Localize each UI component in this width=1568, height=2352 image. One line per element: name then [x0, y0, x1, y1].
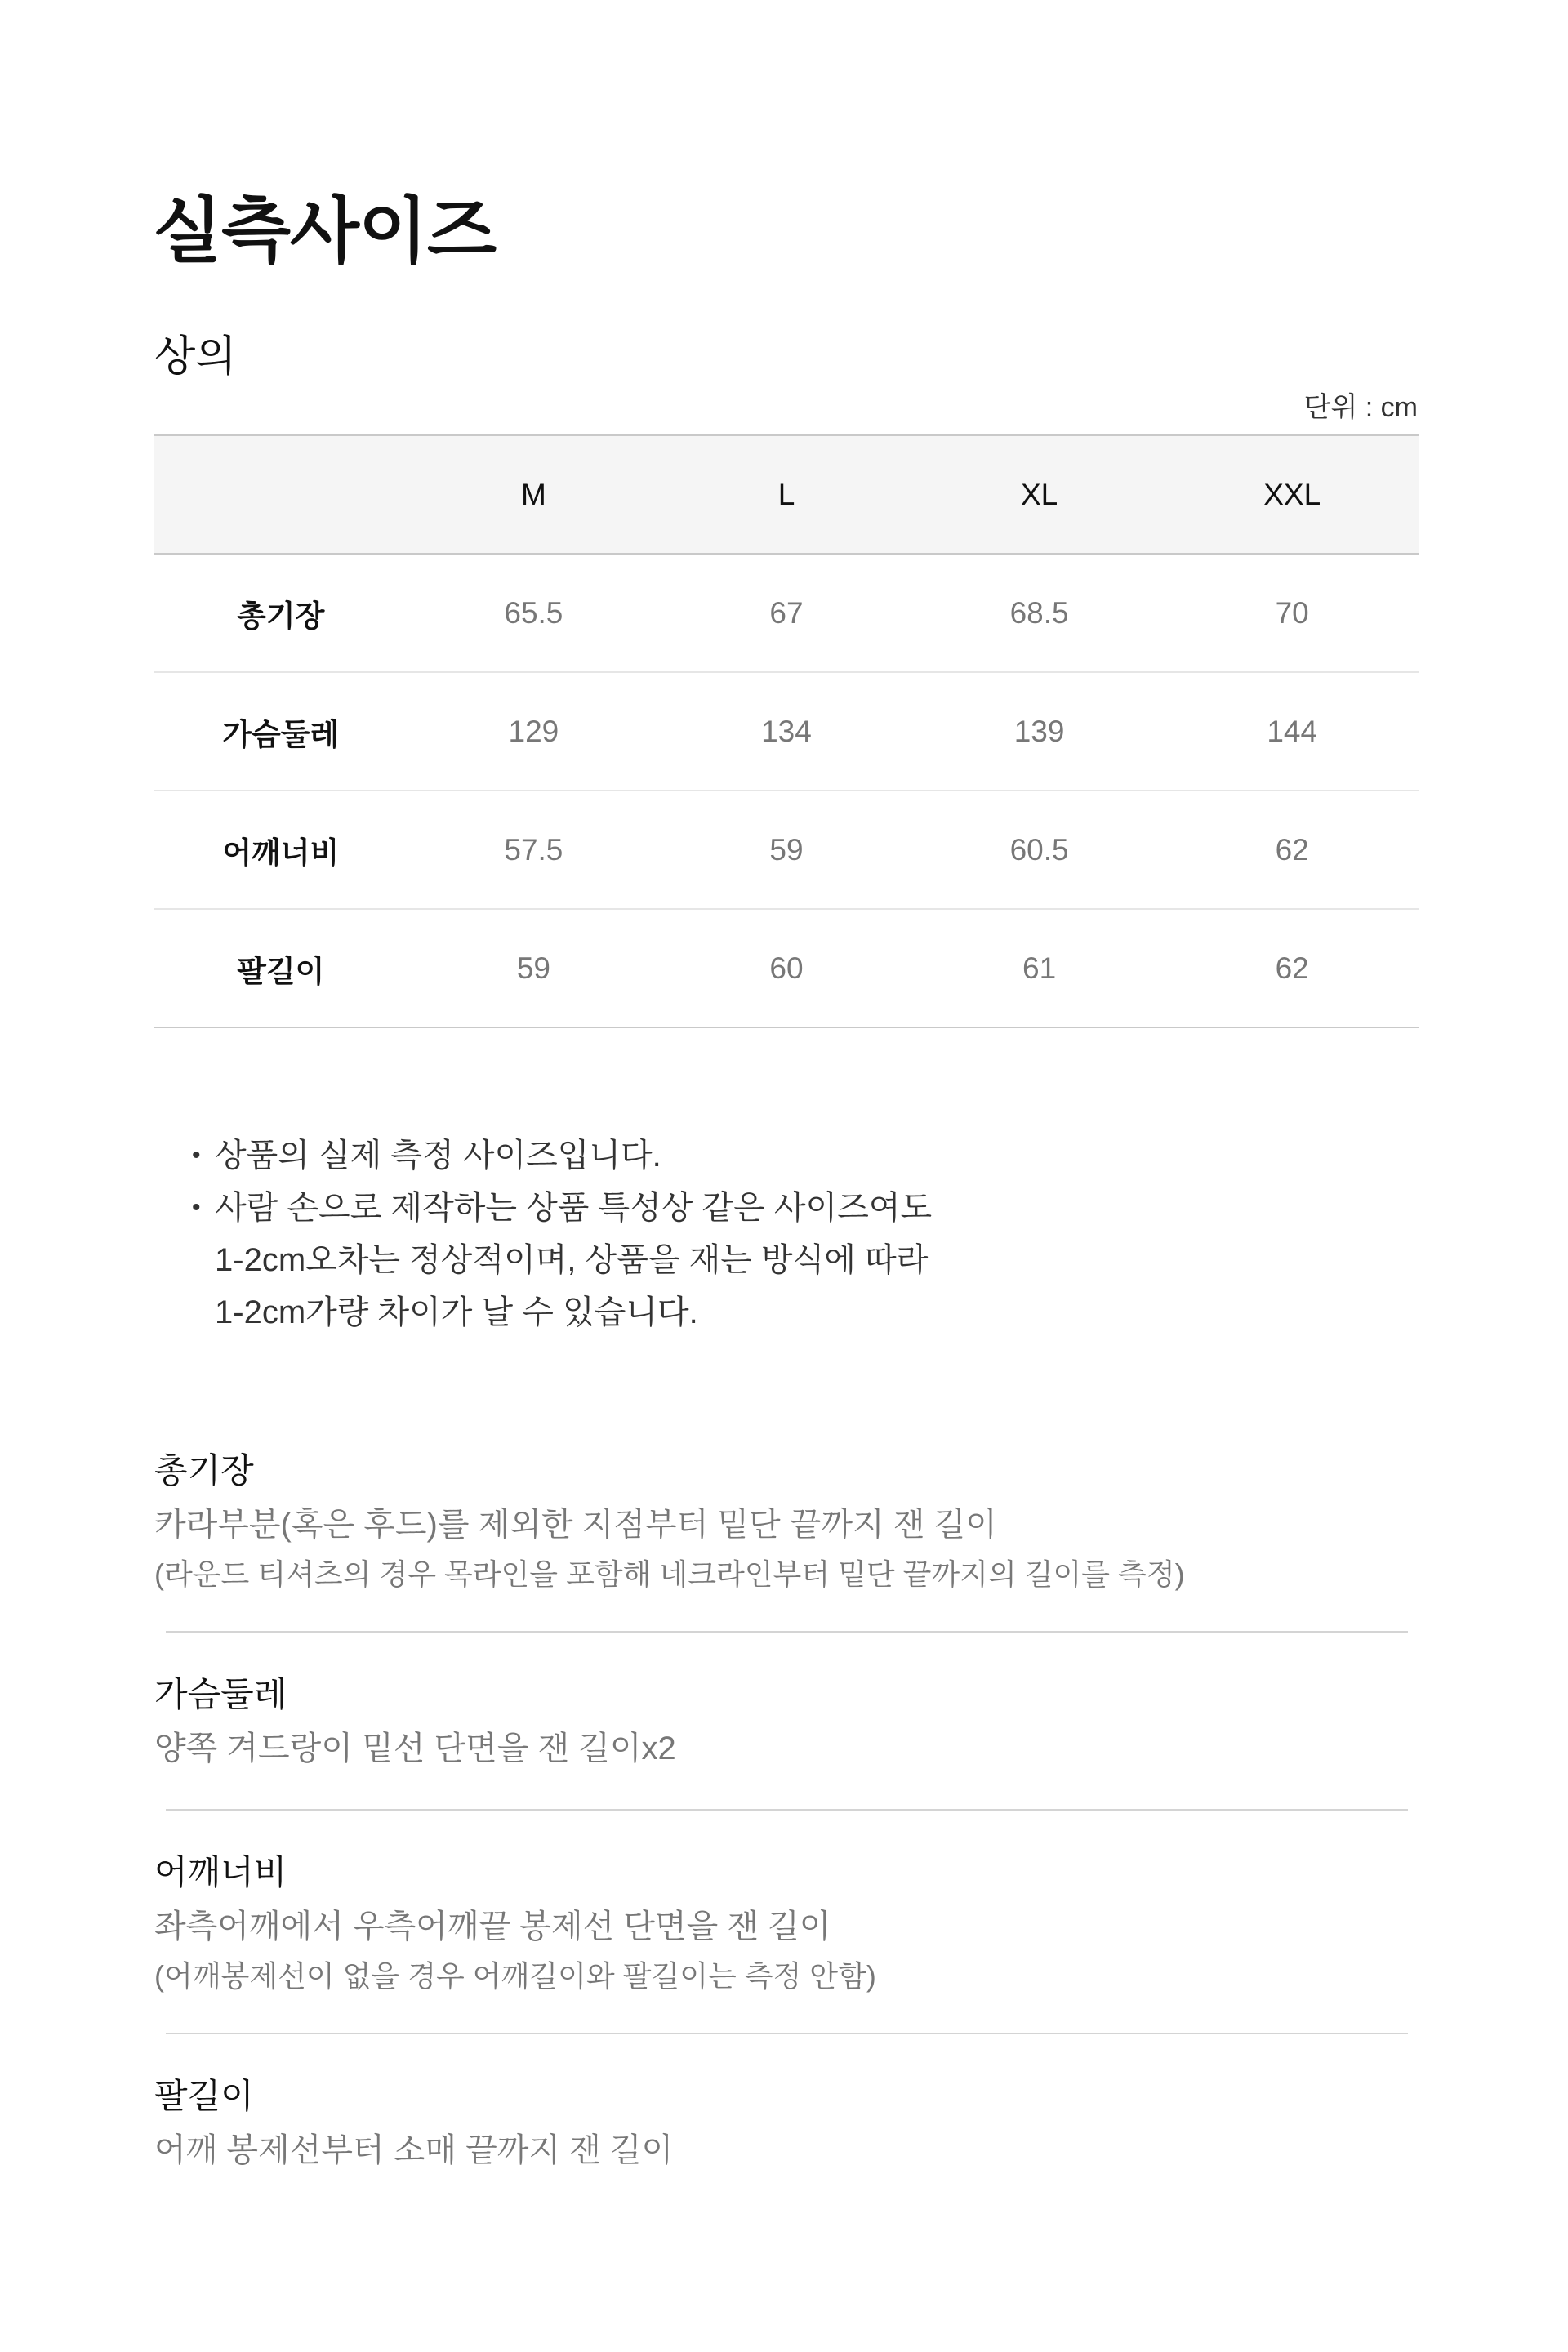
- bullet-icon: •: [192, 1142, 201, 1169]
- table-cell: 61: [913, 909, 1166, 1027]
- table-cell: 134: [660, 672, 913, 791]
- divider: [166, 2033, 1408, 2034]
- table-row: [154, 554, 1419, 672]
- divider: [166, 1631, 1408, 1633]
- table-cell: 59: [660, 791, 913, 909]
- table-cell: 144: [1165, 672, 1419, 791]
- table-cell: 68.5: [913, 554, 1166, 672]
- definition-title: 팔길이: [154, 2077, 254, 2115]
- divider: [166, 1809, 1408, 1811]
- table-row: [154, 791, 1419, 909]
- size-table-header: [154, 435, 1419, 554]
- definition-shoulder: [154, 1850, 1412, 1998]
- bullet-icon: •: [192, 1194, 201, 1221]
- section-title: 상의: [154, 333, 237, 381]
- header-size-l: L: [660, 435, 913, 554]
- definition-description: 어깨 봉제선부터 소매 끝까지 잰 길이: [154, 2132, 674, 2168]
- header-size-m: M: [408, 435, 661, 554]
- definition-note: (어깨봉제선이 없을 경우 어깨길이와 팔길이는 측정 안함): [154, 1959, 876, 1993]
- definition-title: 어깨너비: [154, 1853, 287, 1891]
- table-cell: 60: [660, 909, 913, 1027]
- header-row: [154, 435, 1419, 554]
- table-cell: 57.5: [408, 791, 661, 909]
- definition-chest: [154, 1672, 1412, 1771]
- definition-sleeve: [154, 2074, 1412, 2173]
- table-cell: 59: [408, 909, 661, 1027]
- definition-description: 좌측어깨에서 우측어깨끝 봉제선 단면을 잰 길이: [154, 1909, 831, 1944]
- header-size-xxl: XXL: [1165, 435, 1419, 554]
- page-title: 실측사이즈: [153, 190, 497, 271]
- table-cell: 129: [408, 672, 661, 791]
- header-corner-cell: [154, 435, 408, 554]
- size-table-body: [154, 554, 1419, 1027]
- table-row: [154, 909, 1419, 1027]
- row-label-sleeve: 팔길이: [154, 909, 408, 1027]
- header-size-xl: XL: [913, 435, 1166, 554]
- note-text: 1-2cm오차는 정상적이며, 상품을 재는 방식에 따라: [215, 1242, 929, 1278]
- table-cell: 70: [1165, 554, 1419, 672]
- note-text: 사람 손으로 제작하는 상품 특성상 같은 사이즈여도: [215, 1190, 933, 1226]
- table-cell: 139: [913, 672, 1166, 791]
- definition-total-length: [154, 1448, 1412, 1597]
- row-label-chest: 가슴둘레: [154, 672, 408, 791]
- note-text: 상품의 실제 측정 사이즈입니다.: [215, 1138, 662, 1174]
- definition-title: 가슴둘레: [154, 1675, 287, 1713]
- table-cell: 65.5: [408, 554, 661, 672]
- table-cell: 60.5: [913, 791, 1166, 909]
- table-cell: 62: [1165, 909, 1419, 1027]
- table-cell: 62: [1165, 791, 1419, 909]
- table-cell: 67: [660, 554, 913, 672]
- definition-note: (라운드 티셔츠의 경우 목라인을 포함해 네크라인부터 밑단 끝까지의 길이를 측정): [154, 1557, 1185, 1591]
- table-row: [154, 672, 1419, 791]
- row-label-total-length: 총기장: [154, 554, 408, 672]
- size-table: [154, 434, 1419, 1028]
- list-item: [192, 1182, 932, 1339]
- row-label-shoulder: 어깨너비: [154, 791, 408, 909]
- definition-description: 카라부분(혹은 후드)를 제외한 지점부터 밑단 끝까지 잰 길이: [154, 1507, 997, 1543]
- list-item: [192, 1129, 932, 1182]
- definition-description: 양쪽 겨드랑이 밑선 단면을 잰 길이x2: [154, 1731, 676, 1766]
- definition-title: 총기장: [154, 1451, 254, 1490]
- notes-list: [192, 1129, 932, 1339]
- note-text: 1-2cm가량 차이가 날 수 있습니다.: [215, 1294, 698, 1330]
- unit-label: 단위 : cm: [1303, 392, 1418, 423]
